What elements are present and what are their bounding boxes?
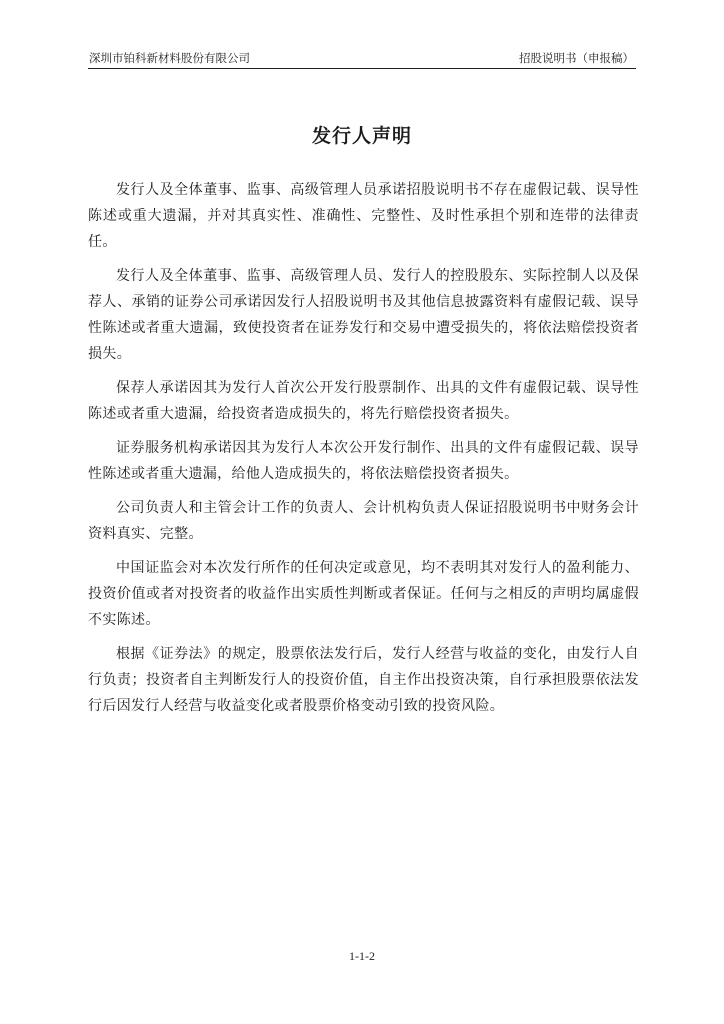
paragraph: 根据《证券法》的规定，股票依法发行后，发行人经营与收益的变化，由发行人自行负责；投资者自主判断发行人的投资价值，自主作出投资决策，自行承担股票依法发行后因发行人经营与收益变化或者股票价格变动引致的投资风险。 [88, 646, 639, 714]
paragraph: 发行人及全体董事、监事、高级管理人员承诺招股说明书不存在虚假记载、误导性陈述或重大遗漏，并对其真实性、准确性、完整性、及时性承担个别和连带的法律责任。 [88, 182, 639, 250]
declaration-body [88, 177, 639, 719]
paragraph: 中国证监会对本次发行所作的任何决定或意见，均不表明其对发行人的盈利能力、投资价值或者对投资者的收益作出实质性判断或者保证。任何与之相反的声明均属虚假不实陈述。 [88, 560, 639, 628]
page-header [88, 50, 636, 69]
paragraph: 保荐人承诺因其为发行人首次公开发行股票制作、出具的文件有虚假记载、误导性陈述或者重大遗漏，给投资者造成损失的，将先行赔偿投资者损失。 [88, 380, 639, 422]
company-name: 深圳市铂科新材料股份有限公司 [89, 51, 250, 65]
document-type: 招股说明书（申报稿） [519, 51, 634, 65]
paragraph: 证券服务机构承诺因其为发行人本次公开发行制作、出具的文件有虚假记载、误导性陈述或者重大遗漏，给他人造成损失的，将依法赔偿投资者损失。 [88, 440, 639, 482]
paragraph: 发行人及全体董事、监事、高级管理人员、发行人的控股股东、实际控制人以及保荐人、承销的证券公司承诺因发行人招股说明书及其他信息披露资料有虚假记载、误导性陈述或者重大遗漏，致使投资者在证券发行和交易中遭受损失的，将依法赔偿投资者损失。 [88, 268, 639, 362]
page-number: 1-1-2 [349, 949, 375, 963]
page-title: 发行人声明 [311, 125, 412, 147]
paragraph: 公司负责人和主管会计工作的负责人、会计机构负责人保证招股说明书中财务会计资料真实、完整。 [88, 500, 639, 542]
